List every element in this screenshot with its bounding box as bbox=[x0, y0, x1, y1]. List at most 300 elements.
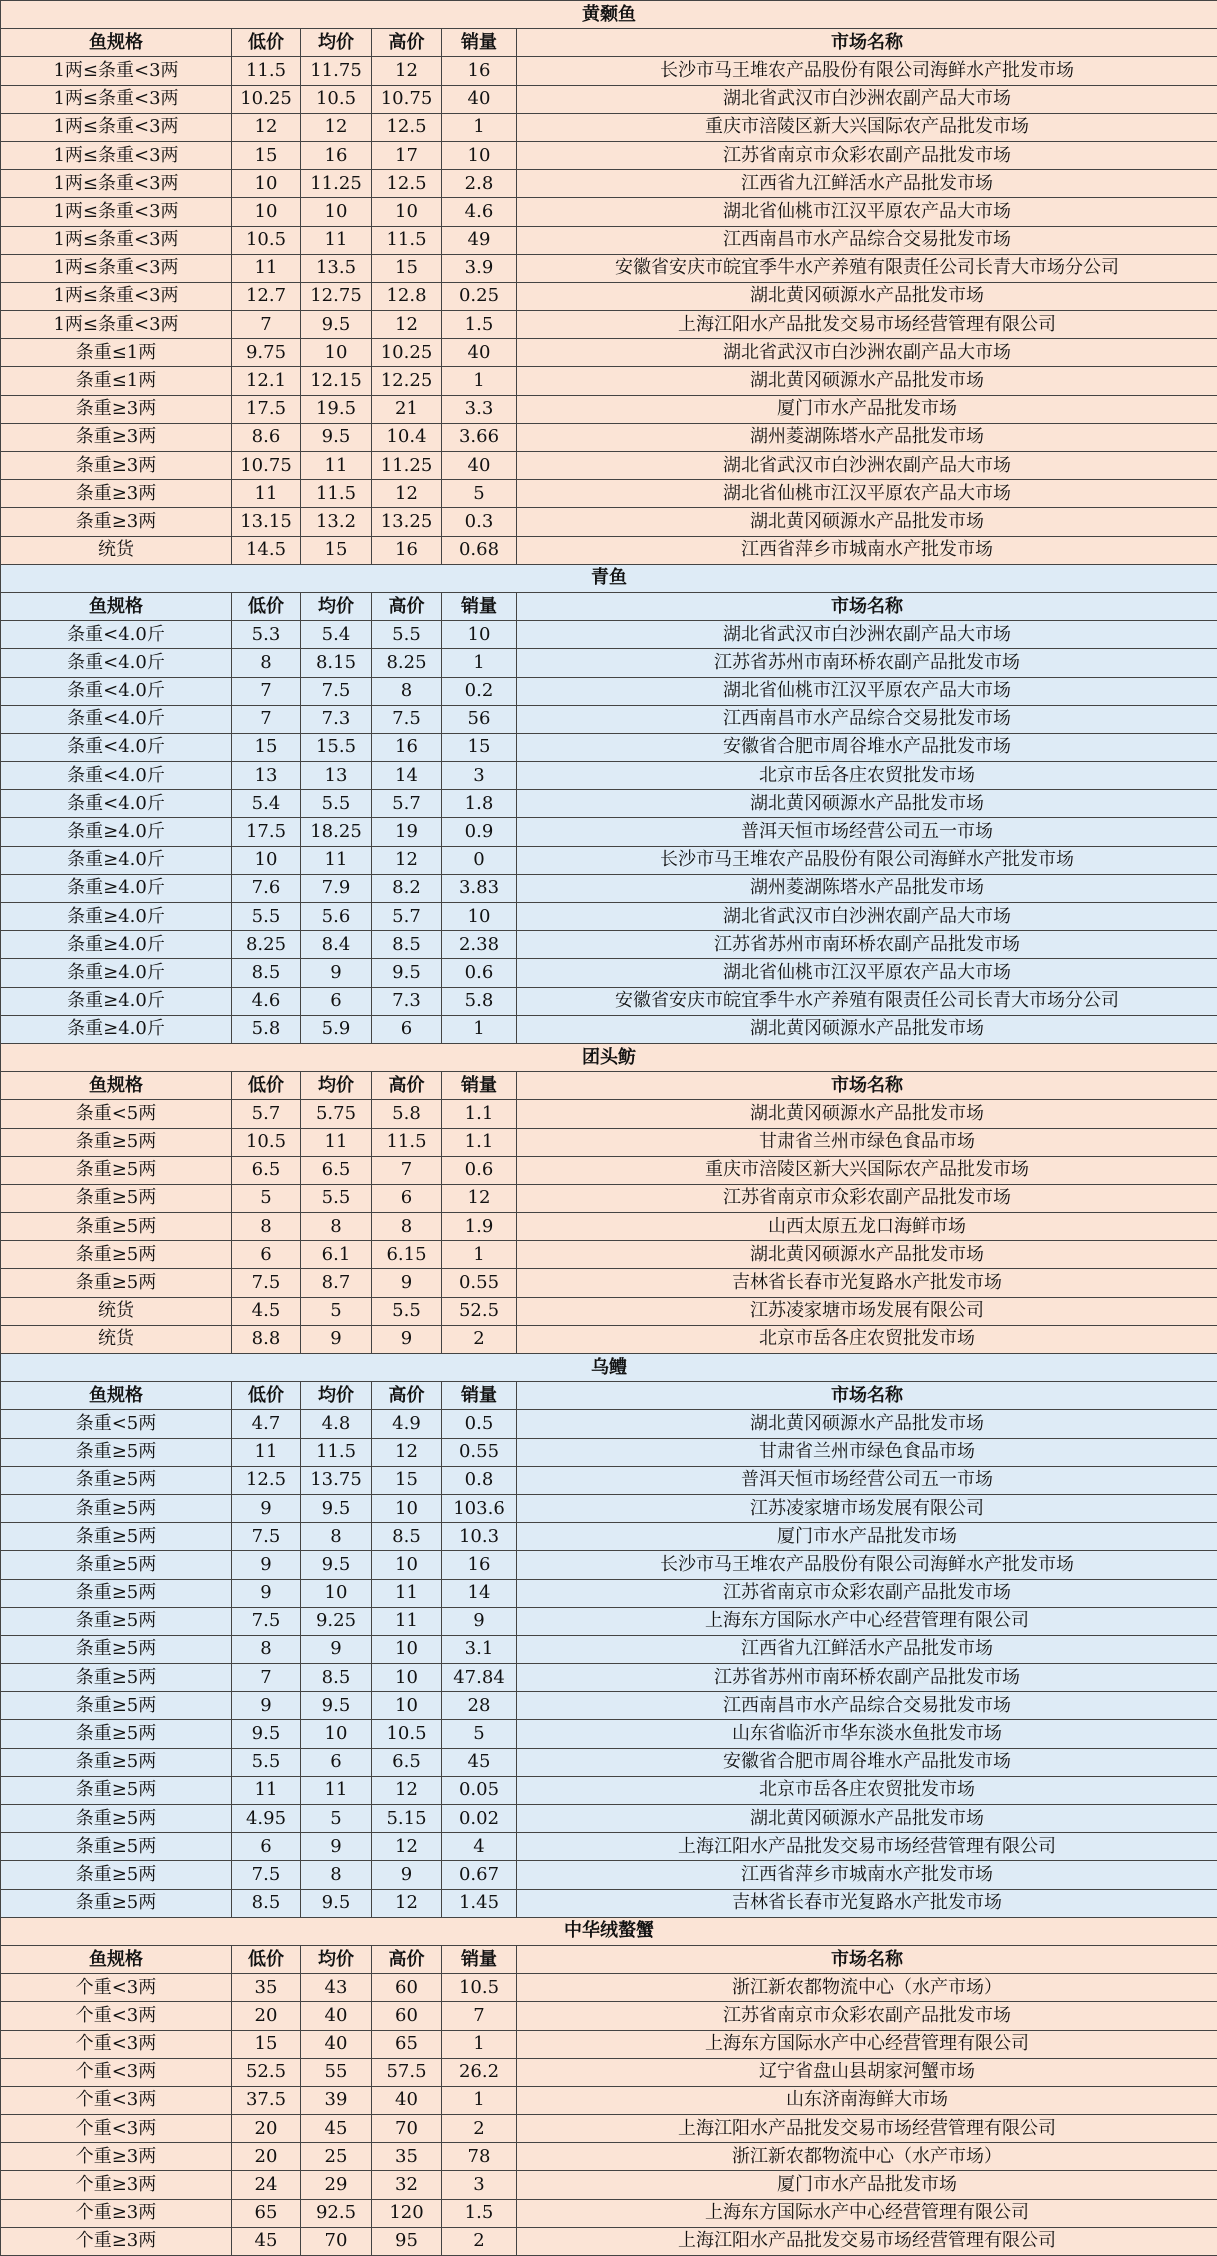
low-price-cell: 20 bbox=[232, 2115, 301, 2143]
market-name-cell: 上海东方国际水产中心经营管理有限公司 bbox=[517, 2030, 1217, 2058]
spec-cell: 条重≥5两 bbox=[1, 1861, 232, 1889]
high-price-header: 高价 bbox=[372, 592, 442, 620]
avg-price-cell: 7.5 bbox=[301, 677, 372, 705]
high-price-cell: 12 bbox=[372, 846, 442, 874]
volume-cell: 3.3 bbox=[442, 395, 517, 423]
spec-cell: 条重≥5两 bbox=[1, 1438, 232, 1466]
volume-cell: 1 bbox=[442, 367, 517, 395]
volume-cell: 5 bbox=[442, 1720, 517, 1748]
low-price-cell: 5.8 bbox=[232, 1015, 301, 1043]
avg-price-cell: 9.5 bbox=[301, 423, 372, 451]
spec-cell: 条重≥5两 bbox=[1, 1551, 232, 1579]
spec-cell: 条重≥5两 bbox=[1, 1269, 232, 1297]
high-price-cell: 11.5 bbox=[372, 1128, 442, 1156]
low-price-cell: 52.5 bbox=[232, 2058, 301, 2086]
market-name-cell: 长沙市马王堆农产品股份有限公司海鲜水产批发市场 bbox=[517, 57, 1217, 85]
high-price-cell: 5.15 bbox=[372, 1805, 442, 1833]
low-price-cell: 8.25 bbox=[232, 931, 301, 959]
market-name-cell: 湖北省武汉市白沙洲农副产品大市场 bbox=[517, 903, 1217, 931]
spec-header: 鱼规格 bbox=[1, 1072, 232, 1100]
avg-price-cell: 16 bbox=[301, 141, 372, 169]
low-price-cell: 9 bbox=[232, 1494, 301, 1522]
avg-price-cell: 13 bbox=[301, 762, 372, 790]
spec-cell: 个重<3两 bbox=[1, 1974, 232, 2002]
low-price-cell: 7.5 bbox=[232, 1607, 301, 1635]
avg-price-cell: 9.5 bbox=[301, 1889, 372, 1917]
high-price-cell: 5.8 bbox=[372, 1100, 442, 1128]
table-row bbox=[1, 1635, 1217, 1663]
low-price-cell: 10 bbox=[232, 846, 301, 874]
volume-cell: 0.8 bbox=[442, 1466, 517, 1494]
table-row bbox=[1, 1664, 1217, 1692]
column-header-row bbox=[1, 1382, 1217, 1410]
market-name-cell: 北京市岳各庄农贸批发市场 bbox=[517, 762, 1217, 790]
high-price-cell: 8.5 bbox=[372, 931, 442, 959]
volume-cell: 45 bbox=[442, 1748, 517, 1776]
low-price-cell: 7.6 bbox=[232, 874, 301, 902]
low-price-cell: 20 bbox=[232, 2002, 301, 2030]
table-row bbox=[1, 874, 1217, 902]
high-price-cell: 5.7 bbox=[372, 790, 442, 818]
spec-cell: 条重≤1两 bbox=[1, 367, 232, 395]
market-name-cell: 上海江阳水产品批发交易市场经营管理有限公司 bbox=[517, 1833, 1217, 1861]
avg-price-cell: 40 bbox=[301, 2030, 372, 2058]
low-price-cell: 4.6 bbox=[232, 987, 301, 1015]
spec-cell: 条重≥5两 bbox=[1, 1720, 232, 1748]
volume-cell: 1.5 bbox=[442, 311, 517, 339]
market-name-cell: 湖北黄冈硕源水产品批发市场 bbox=[517, 1100, 1217, 1128]
high-price-cell: 10 bbox=[372, 1664, 442, 1692]
market-name-cell: 江苏凌家塘市场发展有限公司 bbox=[517, 1297, 1217, 1325]
volume-cell: 14 bbox=[442, 1579, 517, 1607]
volume-cell: 1.45 bbox=[442, 1889, 517, 1917]
avg-price-cell: 11 bbox=[301, 452, 372, 480]
table-row bbox=[1, 2227, 1217, 2255]
avg-price-cell: 43 bbox=[301, 1974, 372, 2002]
market-name-header: 市场名称 bbox=[517, 1945, 1217, 1973]
column-header-row bbox=[1, 592, 1217, 620]
low-price-cell: 17.5 bbox=[232, 818, 301, 846]
low-price-cell: 9 bbox=[232, 1551, 301, 1579]
market-name-cell: 上海东方国际水产中心经营管理有限公司 bbox=[517, 2199, 1217, 2227]
low-price-header: 低价 bbox=[232, 29, 301, 57]
high-price-cell: 19 bbox=[372, 818, 442, 846]
market-name-cell: 江苏凌家塘市场发展有限公司 bbox=[517, 1494, 1217, 1522]
high-price-cell: 9 bbox=[372, 1325, 442, 1353]
high-price-cell: 8 bbox=[372, 1213, 442, 1241]
low-price-cell: 15 bbox=[232, 141, 301, 169]
avg-price-cell: 10 bbox=[301, 339, 372, 367]
volume-cell: 3.83 bbox=[442, 874, 517, 902]
high-price-cell: 17 bbox=[372, 141, 442, 169]
spec-cell: 条重≥5两 bbox=[1, 1156, 232, 1184]
high-price-cell: 15 bbox=[372, 1466, 442, 1494]
volume-cell: 2 bbox=[442, 2227, 517, 2255]
volume-cell: 0.3 bbox=[442, 508, 517, 536]
table-row bbox=[1, 1551, 1217, 1579]
volume-cell: 47.84 bbox=[442, 1664, 517, 1692]
low-price-cell: 5.4 bbox=[232, 790, 301, 818]
spec-cell: 条重<4.0斤 bbox=[1, 705, 232, 733]
volume-cell: 0.25 bbox=[442, 282, 517, 310]
high-price-cell: 16 bbox=[372, 733, 442, 761]
low-price-cell: 17.5 bbox=[232, 395, 301, 423]
spec-cell: 条重<4.0斤 bbox=[1, 677, 232, 705]
avg-price-cell: 9.5 bbox=[301, 1692, 372, 1720]
avg-price-cell: 8.5 bbox=[301, 1664, 372, 1692]
spec-cell: 条重<5两 bbox=[1, 1410, 232, 1438]
spec-cell: 条重≥5两 bbox=[1, 1635, 232, 1663]
volume-cell: 9 bbox=[442, 1607, 517, 1635]
low-price-cell: 65 bbox=[232, 2199, 301, 2227]
low-price-cell: 5.5 bbox=[232, 1748, 301, 1776]
avg-price-cell: 13.2 bbox=[301, 508, 372, 536]
low-price-cell: 7 bbox=[232, 677, 301, 705]
spec-cell: 条重≥5两 bbox=[1, 1184, 232, 1212]
table-row bbox=[1, 1607, 1217, 1635]
volume-cell: 56 bbox=[442, 705, 517, 733]
avg-price-cell: 11.5 bbox=[301, 480, 372, 508]
avg-price-cell: 8 bbox=[301, 1213, 372, 1241]
table-row bbox=[1, 1269, 1217, 1297]
high-price-cell: 57.5 bbox=[372, 2058, 442, 2086]
avg-price-cell: 13.5 bbox=[301, 254, 372, 282]
section-title: 黄颡鱼 bbox=[1, 1, 1217, 29]
avg-price-cell: 45 bbox=[301, 2115, 372, 2143]
table-row bbox=[1, 1833, 1217, 1861]
volume-cell: 49 bbox=[442, 226, 517, 254]
spec-cell: 条重≥5两 bbox=[1, 1776, 232, 1804]
section-title-row bbox=[1, 1, 1217, 29]
market-name-cell: 安徽省安庆市皖宜季牛水产养殖有限责任公司长青大市场分公司 bbox=[517, 254, 1217, 282]
avg-price-cell: 8 bbox=[301, 1523, 372, 1551]
market-name-cell: 山东省临沂市华东淡水鱼批发市场 bbox=[517, 1720, 1217, 1748]
volume-cell: 2.8 bbox=[442, 170, 517, 198]
market-name-cell: 厦门市水产品批发市场 bbox=[517, 395, 1217, 423]
high-price-cell: 11.5 bbox=[372, 226, 442, 254]
volume-cell: 10 bbox=[442, 903, 517, 931]
spec-cell: 个重<3两 bbox=[1, 2115, 232, 2143]
spec-cell: 条重≥4.0斤 bbox=[1, 959, 232, 987]
volume-cell: 16 bbox=[442, 57, 517, 85]
table-row bbox=[1, 395, 1217, 423]
high-price-cell: 12 bbox=[372, 1776, 442, 1804]
avg-price-cell: 9 bbox=[301, 1325, 372, 1353]
low-price-cell: 10.75 bbox=[232, 452, 301, 480]
avg-price-cell: 5.9 bbox=[301, 1015, 372, 1043]
table-row bbox=[1, 1861, 1217, 1889]
column-header-row bbox=[1, 29, 1217, 57]
high-price-cell: 11 bbox=[372, 1607, 442, 1635]
volume-cell: 10 bbox=[442, 621, 517, 649]
high-price-cell: 60 bbox=[372, 1974, 442, 2002]
high-price-cell: 10 bbox=[372, 1635, 442, 1663]
market-name-cell: 山东济南海鲜大市场 bbox=[517, 2086, 1217, 2114]
high-price-cell: 12.8 bbox=[372, 282, 442, 310]
section-title: 中华绒螯蟹 bbox=[1, 1917, 1217, 1945]
table-row bbox=[1, 1438, 1217, 1466]
table-row bbox=[1, 1241, 1217, 1269]
avg-price-cell: 10 bbox=[301, 198, 372, 226]
low-price-cell: 15 bbox=[232, 733, 301, 761]
spec-cell: 1两≤条重<3两 bbox=[1, 282, 232, 310]
spec-cell: 条重<4.0斤 bbox=[1, 762, 232, 790]
avg-price-cell: 25 bbox=[301, 2143, 372, 2171]
market-name-cell: 安徽省合肥市周谷堆水产品批发市场 bbox=[517, 733, 1217, 761]
high-price-header: 高价 bbox=[372, 1945, 442, 1973]
table-row bbox=[1, 1692, 1217, 1720]
high-price-cell: 8.2 bbox=[372, 874, 442, 902]
low-price-cell: 9.75 bbox=[232, 339, 301, 367]
spec-cell: 条重≥5两 bbox=[1, 1523, 232, 1551]
spec-cell: 条重≥4.0斤 bbox=[1, 1015, 232, 1043]
low-price-cell: 4.5 bbox=[232, 1297, 301, 1325]
market-name-cell: 江西南昌市水产品综合交易批发市场 bbox=[517, 705, 1217, 733]
avg-price-header: 均价 bbox=[301, 1945, 372, 1973]
table-row bbox=[1, 621, 1217, 649]
high-price-cell: 7.5 bbox=[372, 705, 442, 733]
market-name-cell: 上海江阳水产品批发交易市场经营管理有限公司 bbox=[517, 2227, 1217, 2255]
high-price-cell: 4.9 bbox=[372, 1410, 442, 1438]
high-price-cell: 10.4 bbox=[372, 423, 442, 451]
high-price-cell: 12 bbox=[372, 1438, 442, 1466]
spec-cell: 条重<4.0斤 bbox=[1, 621, 232, 649]
table-row bbox=[1, 423, 1217, 451]
volume-cell: 40 bbox=[442, 339, 517, 367]
high-price-cell: 5.5 bbox=[372, 621, 442, 649]
high-price-cell: 95 bbox=[372, 2227, 442, 2255]
high-price-cell: 9 bbox=[372, 1861, 442, 1889]
volume-cell: 1 bbox=[442, 1241, 517, 1269]
volume-cell: 52.5 bbox=[442, 1297, 517, 1325]
avg-price-cell: 5 bbox=[301, 1297, 372, 1325]
table-row bbox=[1, 339, 1217, 367]
low-price-cell: 14.5 bbox=[232, 536, 301, 564]
avg-price-cell: 4.8 bbox=[301, 1410, 372, 1438]
spec-cell: 条重≥5两 bbox=[1, 1607, 232, 1635]
table-row bbox=[1, 1015, 1217, 1043]
market-name-cell: 甘肃省兰州市绿色食品市场 bbox=[517, 1128, 1217, 1156]
volume-cell: 1.8 bbox=[442, 790, 517, 818]
section-title: 青鱼 bbox=[1, 564, 1217, 592]
high-price-cell: 10.25 bbox=[372, 339, 442, 367]
low-price-cell: 8.5 bbox=[232, 1889, 301, 1917]
low-price-cell: 5.3 bbox=[232, 621, 301, 649]
avg-price-cell: 5.4 bbox=[301, 621, 372, 649]
high-price-cell: 16 bbox=[372, 536, 442, 564]
section-title: 乌鳢 bbox=[1, 1354, 1217, 1382]
spec-cell: 条重≥5两 bbox=[1, 1805, 232, 1833]
table-row bbox=[1, 1156, 1217, 1184]
market-name-cell: 北京市岳各庄农贸批发市场 bbox=[517, 1325, 1217, 1353]
spec-cell: 1两≤条重<3两 bbox=[1, 198, 232, 226]
volume-cell: 3.1 bbox=[442, 1635, 517, 1663]
spec-cell: 个重<3两 bbox=[1, 2002, 232, 2030]
avg-price-cell: 8 bbox=[301, 1861, 372, 1889]
high-price-cell: 65 bbox=[372, 2030, 442, 2058]
low-price-cell: 10.5 bbox=[232, 1128, 301, 1156]
high-price-cell: 11.25 bbox=[372, 452, 442, 480]
avg-price-cell: 40 bbox=[301, 2002, 372, 2030]
market-name-cell: 湖北黄冈硕源水产品批发市场 bbox=[517, 1241, 1217, 1269]
table-row bbox=[1, 2143, 1217, 2171]
high-price-cell: 35 bbox=[372, 2143, 442, 2171]
table-row bbox=[1, 1805, 1217, 1833]
high-price-cell: 60 bbox=[372, 2002, 442, 2030]
spec-cell: 个重<3两 bbox=[1, 2058, 232, 2086]
avg-price-cell: 11.5 bbox=[301, 1438, 372, 1466]
table-row bbox=[1, 1889, 1217, 1917]
low-price-header: 低价 bbox=[232, 1945, 301, 1973]
market-name-cell: 厦门市水产品批发市场 bbox=[517, 2171, 1217, 2199]
spec-cell: 统货 bbox=[1, 536, 232, 564]
table-row bbox=[1, 113, 1217, 141]
market-name-cell: 普洱天恒市场经营公司五一市场 bbox=[517, 818, 1217, 846]
volume-cell: 1 bbox=[442, 649, 517, 677]
high-price-cell: 10 bbox=[372, 1551, 442, 1579]
table-row bbox=[1, 846, 1217, 874]
table-row bbox=[1, 1974, 1217, 2002]
table-row bbox=[1, 1523, 1217, 1551]
low-price-cell: 10 bbox=[232, 170, 301, 198]
spec-cell: 条重≥5两 bbox=[1, 1128, 232, 1156]
avg-price-cell: 7.3 bbox=[301, 705, 372, 733]
low-price-cell: 11 bbox=[232, 254, 301, 282]
table-row bbox=[1, 311, 1217, 339]
table-row bbox=[1, 282, 1217, 310]
spec-cell: 个重<3两 bbox=[1, 2030, 232, 2058]
avg-price-cell: 9 bbox=[301, 1833, 372, 1861]
volume-cell: 1 bbox=[442, 2030, 517, 2058]
avg-price-cell: 15.5 bbox=[301, 733, 372, 761]
avg-price-cell: 11 bbox=[301, 226, 372, 254]
high-price-cell: 7.3 bbox=[372, 987, 442, 1015]
high-price-cell: 12.5 bbox=[372, 170, 442, 198]
table-row bbox=[1, 1184, 1217, 1212]
market-name-cell: 重庆市涪陵区新大兴国际农产品批发市场 bbox=[517, 113, 1217, 141]
market-name-cell: 湖北黄冈硕源水产品批发市场 bbox=[517, 1410, 1217, 1438]
market-name-cell: 江西南昌市水产品综合交易批发市场 bbox=[517, 1692, 1217, 1720]
volume-cell: 0.55 bbox=[442, 1438, 517, 1466]
table-row bbox=[1, 931, 1217, 959]
low-price-cell: 5.7 bbox=[232, 1100, 301, 1128]
table-body bbox=[1, 1, 1217, 2256]
spec-header: 鱼规格 bbox=[1, 1945, 232, 1973]
volume-cell: 0 bbox=[442, 846, 517, 874]
high-price-cell: 11 bbox=[372, 1579, 442, 1607]
avg-price-cell: 9.25 bbox=[301, 1607, 372, 1635]
table-row bbox=[1, 1720, 1217, 1748]
volume-header: 销量 bbox=[442, 592, 517, 620]
table-row bbox=[1, 57, 1217, 85]
spec-cell: 条重≥5两 bbox=[1, 1241, 232, 1269]
low-price-cell: 13 bbox=[232, 762, 301, 790]
low-price-cell: 11.5 bbox=[232, 57, 301, 85]
table-row bbox=[1, 677, 1217, 705]
market-name-cell: 湖北省武汉市白沙洲农副产品大市场 bbox=[517, 85, 1217, 113]
spec-cell: 条重≥5两 bbox=[1, 1579, 232, 1607]
spec-cell: 个重≥3两 bbox=[1, 2143, 232, 2171]
market-name-cell: 江西省萍乡市城南水产批发市场 bbox=[517, 536, 1217, 564]
low-price-cell: 12.1 bbox=[232, 367, 301, 395]
high-price-cell: 120 bbox=[372, 2199, 442, 2227]
low-price-cell: 20 bbox=[232, 2143, 301, 2171]
volume-cell: 0.9 bbox=[442, 818, 517, 846]
market-name-cell: 湖北黄冈硕源水产品批发市场 bbox=[517, 367, 1217, 395]
spec-cell: 1两≤条重<3两 bbox=[1, 57, 232, 85]
high-price-cell: 12 bbox=[372, 1833, 442, 1861]
volume-cell: 0.6 bbox=[442, 959, 517, 987]
table-row bbox=[1, 1776, 1217, 1804]
high-price-cell: 5.5 bbox=[372, 1297, 442, 1325]
market-name-cell: 吉林省长春市光复路水产批发市场 bbox=[517, 1889, 1217, 1917]
spec-cell: 1两≤条重<3两 bbox=[1, 85, 232, 113]
market-name-cell: 浙江新农都物流中心（水产市场） bbox=[517, 2143, 1217, 2171]
market-name-cell: 长沙市马王堆农产品股份有限公司海鲜水产批发市场 bbox=[517, 1551, 1217, 1579]
table-row bbox=[1, 2171, 1217, 2199]
table-row bbox=[1, 762, 1217, 790]
high-price-cell: 13.25 bbox=[372, 508, 442, 536]
low-price-cell: 4.7 bbox=[232, 1410, 301, 1438]
high-price-cell: 9.5 bbox=[372, 959, 442, 987]
avg-price-cell: 11 bbox=[301, 1776, 372, 1804]
spec-header: 鱼规格 bbox=[1, 592, 232, 620]
avg-price-cell: 9 bbox=[301, 1635, 372, 1663]
high-price-cell: 12 bbox=[372, 311, 442, 339]
spec-cell: 条重≥5两 bbox=[1, 1692, 232, 1720]
volume-cell: 0.05 bbox=[442, 1776, 517, 1804]
spec-cell: 条重<4.0斤 bbox=[1, 649, 232, 677]
high-price-cell: 14 bbox=[372, 762, 442, 790]
market-name-cell: 湖北黄冈硕源水产品批发市场 bbox=[517, 508, 1217, 536]
high-price-cell: 15 bbox=[372, 254, 442, 282]
market-name-cell: 湖北省仙桃市江汉平原农产品大市场 bbox=[517, 677, 1217, 705]
section-title-row bbox=[1, 1917, 1217, 1945]
market-name-cell: 安徽省安庆市皖宜季牛水产养殖有限责任公司长青大市场分公司 bbox=[517, 987, 1217, 1015]
high-price-cell: 32 bbox=[372, 2171, 442, 2199]
volume-cell: 1.1 bbox=[442, 1100, 517, 1128]
spec-cell: 条重≥3两 bbox=[1, 480, 232, 508]
volume-cell: 26.2 bbox=[442, 2058, 517, 2086]
volume-cell: 3 bbox=[442, 2171, 517, 2199]
high-price-cell: 6.5 bbox=[372, 1748, 442, 1776]
volume-cell: 2 bbox=[442, 1325, 517, 1353]
spec-cell: 1两≤条重<3两 bbox=[1, 113, 232, 141]
avg-price-cell: 9.5 bbox=[301, 1494, 372, 1522]
low-price-cell: 12.7 bbox=[232, 282, 301, 310]
spec-cell: 1两≤条重<3两 bbox=[1, 141, 232, 169]
high-price-cell: 8.25 bbox=[372, 649, 442, 677]
table-row bbox=[1, 170, 1217, 198]
high-price-cell: 12 bbox=[372, 57, 442, 85]
avg-price-cell: 92.5 bbox=[301, 2199, 372, 2227]
market-name-header: 市场名称 bbox=[517, 1382, 1217, 1410]
spec-cell: 统货 bbox=[1, 1297, 232, 1325]
spec-cell: 条重≥4.0斤 bbox=[1, 931, 232, 959]
avg-price-cell: 18.25 bbox=[301, 818, 372, 846]
high-price-header: 高价 bbox=[372, 1382, 442, 1410]
avg-price-cell: 19.5 bbox=[301, 395, 372, 423]
spec-cell: 条重≥4.0斤 bbox=[1, 818, 232, 846]
spec-header: 鱼规格 bbox=[1, 1382, 232, 1410]
market-name-cell: 江西南昌市水产品综合交易批发市场 bbox=[517, 226, 1217, 254]
spec-header: 鱼规格 bbox=[1, 29, 232, 57]
avg-price-cell: 5 bbox=[301, 1805, 372, 1833]
table-row bbox=[1, 1297, 1217, 1325]
high-price-cell: 10.5 bbox=[372, 1720, 442, 1748]
table-row bbox=[1, 85, 1217, 113]
low-price-cell: 8.8 bbox=[232, 1325, 301, 1353]
